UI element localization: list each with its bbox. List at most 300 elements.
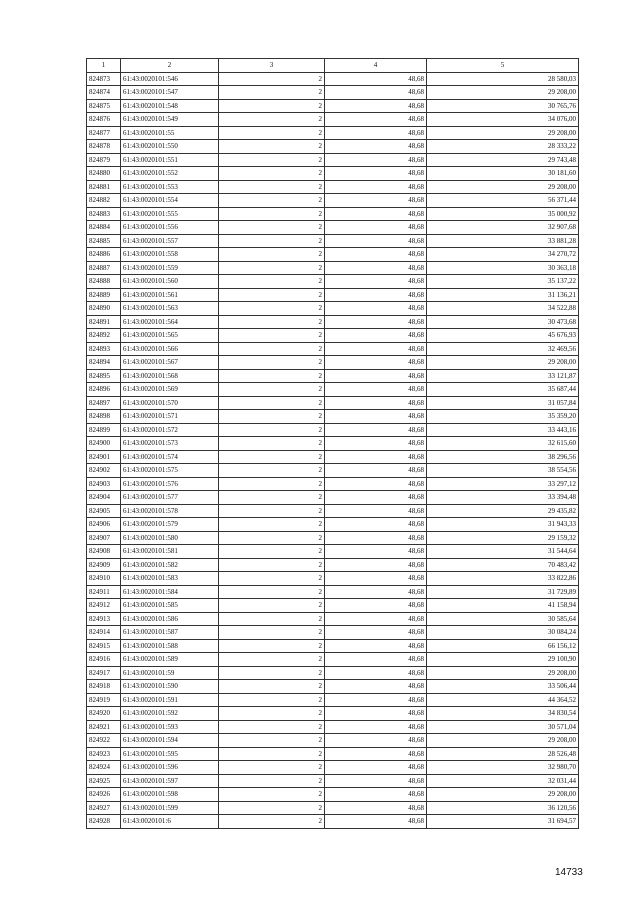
table-cell: 29 435,82 bbox=[427, 504, 579, 518]
table-cell: 48,68 bbox=[325, 531, 427, 545]
table-cell: 35 687,44 bbox=[427, 383, 579, 397]
table-cell: 824891 bbox=[87, 315, 121, 329]
table-cell: 61:43:0020101:589 bbox=[121, 653, 219, 667]
table-row bbox=[87, 329, 579, 343]
table-cell: 61:43:0020101:598 bbox=[121, 788, 219, 802]
table-row bbox=[87, 477, 579, 491]
table-cell: 2 bbox=[219, 693, 325, 707]
table-row bbox=[87, 423, 579, 437]
table-row bbox=[87, 680, 579, 694]
table-cell: 2 bbox=[219, 248, 325, 262]
table-cell: 2 bbox=[219, 261, 325, 275]
table-cell: 824903 bbox=[87, 477, 121, 491]
table-cell: 2 bbox=[219, 275, 325, 289]
table-cell: 2 bbox=[219, 801, 325, 815]
table-cell: 2 bbox=[219, 180, 325, 194]
table-cell: 824902 bbox=[87, 464, 121, 478]
table-cell: 824923 bbox=[87, 747, 121, 761]
table-cell: 2 bbox=[219, 356, 325, 370]
table-cell: 824876 bbox=[87, 113, 121, 127]
table-cell: 824914 bbox=[87, 626, 121, 640]
table-cell: 32 469,56 bbox=[427, 342, 579, 356]
table-cell: 48,68 bbox=[325, 315, 427, 329]
table-cell: 61:43:0020101:573 bbox=[121, 437, 219, 451]
table-cell: 61:43:0020101:547 bbox=[121, 86, 219, 100]
table-cell: 61:43:0020101:565 bbox=[121, 329, 219, 343]
table-cell: 2 bbox=[219, 99, 325, 113]
table-cell: 61:43:0020101:554 bbox=[121, 194, 219, 208]
table-cell: 824920 bbox=[87, 707, 121, 721]
table-row bbox=[87, 558, 579, 572]
table-cell: 61:43:0020101:569 bbox=[121, 383, 219, 397]
table-cell: 824906 bbox=[87, 518, 121, 532]
table-body bbox=[87, 72, 579, 828]
table-cell: 2 bbox=[219, 626, 325, 640]
table-row bbox=[87, 167, 579, 181]
table-cell: 48,68 bbox=[325, 504, 427, 518]
table-cell: 2 bbox=[219, 396, 325, 410]
column-header: 5 bbox=[427, 59, 579, 73]
table-cell: 61:43:0020101:570 bbox=[121, 396, 219, 410]
table-cell: 2 bbox=[219, 815, 325, 829]
table-cell: 2 bbox=[219, 450, 325, 464]
table-row bbox=[87, 707, 579, 721]
table-cell: 2 bbox=[219, 369, 325, 383]
table-cell: 61:43:0020101:593 bbox=[121, 720, 219, 734]
table-cell: 48,68 bbox=[325, 140, 427, 154]
table-cell: 824880 bbox=[87, 167, 121, 181]
table-cell: 29 208,00 bbox=[427, 734, 579, 748]
table-cell: 48,68 bbox=[325, 801, 427, 815]
table-row bbox=[87, 815, 579, 829]
table-cell: 61:43:0020101:571 bbox=[121, 410, 219, 424]
table-cell: 32 615,60 bbox=[427, 437, 579, 451]
table-cell: 824928 bbox=[87, 815, 121, 829]
table-cell: 824893 bbox=[87, 342, 121, 356]
table-row bbox=[87, 491, 579, 505]
table-cell: 31 694,57 bbox=[427, 815, 579, 829]
table-cell: 824909 bbox=[87, 558, 121, 572]
table-cell: 824895 bbox=[87, 369, 121, 383]
table-cell: 824912 bbox=[87, 599, 121, 613]
table-cell: 48,68 bbox=[325, 221, 427, 235]
table-cell: 48,68 bbox=[325, 167, 427, 181]
table-row bbox=[87, 248, 579, 262]
table-cell: 61:43:0020101:560 bbox=[121, 275, 219, 289]
table-cell: 824886 bbox=[87, 248, 121, 262]
table-cell: 61:43:0020101:591 bbox=[121, 693, 219, 707]
table-cell: 48,68 bbox=[325, 437, 427, 451]
table-cell: 61:43:0020101:555 bbox=[121, 207, 219, 221]
table-cell: 61:43:0020101:556 bbox=[121, 221, 219, 235]
table-cell: 61:43:0020101:546 bbox=[121, 72, 219, 86]
table-cell: 2 bbox=[219, 140, 325, 154]
table-cell: 824922 bbox=[87, 734, 121, 748]
table-cell: 824897 bbox=[87, 396, 121, 410]
table-cell: 34 076,00 bbox=[427, 113, 579, 127]
table-cell: 824926 bbox=[87, 788, 121, 802]
table-cell: 48,68 bbox=[325, 410, 427, 424]
table-cell: 2 bbox=[219, 167, 325, 181]
table-cell: 824916 bbox=[87, 653, 121, 667]
table-row bbox=[87, 801, 579, 815]
table-cell: 33 297,12 bbox=[427, 477, 579, 491]
table-cell: 48,68 bbox=[325, 788, 427, 802]
table-cell: 61:43:0020101:592 bbox=[121, 707, 219, 721]
table-row bbox=[87, 788, 579, 802]
table-cell: 824905 bbox=[87, 504, 121, 518]
table-cell: 2 bbox=[219, 585, 325, 599]
table-cell: 48,68 bbox=[325, 396, 427, 410]
table-row bbox=[87, 612, 579, 626]
table-cell: 2 bbox=[219, 788, 325, 802]
table-row bbox=[87, 207, 579, 221]
table-cell: 2 bbox=[219, 558, 325, 572]
table-cell: 61:43:0020101:558 bbox=[121, 248, 219, 262]
table-cell: 824890 bbox=[87, 302, 121, 316]
table-cell: 38 296,56 bbox=[427, 450, 579, 464]
column-header: 1 bbox=[87, 59, 121, 73]
table-cell: 61:43:0020101:568 bbox=[121, 369, 219, 383]
table-cell: 38 554,56 bbox=[427, 464, 579, 478]
table-cell: 48,68 bbox=[325, 72, 427, 86]
table-cell: 2 bbox=[219, 342, 325, 356]
table-cell: 824917 bbox=[87, 666, 121, 680]
table-row bbox=[87, 504, 579, 518]
table-cell: 48,68 bbox=[325, 288, 427, 302]
table-row bbox=[87, 626, 579, 640]
table-cell: 32 980,70 bbox=[427, 761, 579, 775]
table-cell: 2 bbox=[219, 302, 325, 316]
table-cell: 824921 bbox=[87, 720, 121, 734]
table-cell: 824875 bbox=[87, 99, 121, 113]
table-cell: 824900 bbox=[87, 437, 121, 451]
table-cell: 2 bbox=[219, 707, 325, 721]
table-cell: 48,68 bbox=[325, 585, 427, 599]
table-row bbox=[87, 666, 579, 680]
table-cell: 48,68 bbox=[325, 369, 427, 383]
table-cell: 48,68 bbox=[325, 774, 427, 788]
table-cell: 34 522,88 bbox=[427, 302, 579, 316]
table-cell: 48,68 bbox=[325, 86, 427, 100]
table-cell: 824899 bbox=[87, 423, 121, 437]
table-cell: 2 bbox=[219, 774, 325, 788]
table-cell: 61:43:0020101:580 bbox=[121, 531, 219, 545]
table-cell: 2 bbox=[219, 680, 325, 694]
table-cell: 61:43:0020101:587 bbox=[121, 626, 219, 640]
table-cell: 48,68 bbox=[325, 126, 427, 140]
table-row bbox=[87, 126, 579, 140]
table-cell: 824874 bbox=[87, 86, 121, 100]
table-row bbox=[87, 234, 579, 248]
table-cell: 824882 bbox=[87, 194, 121, 208]
table-cell: 31 136,21 bbox=[427, 288, 579, 302]
table-cell: 61:43:0020101:6 bbox=[121, 815, 219, 829]
table-cell: 61:43:0020101:577 bbox=[121, 491, 219, 505]
table-cell: 824883 bbox=[87, 207, 121, 221]
table-row bbox=[87, 518, 579, 532]
table-cell: 61:43:0020101:548 bbox=[121, 99, 219, 113]
table-cell: 61:43:0020101:596 bbox=[121, 761, 219, 775]
table-cell: 61:43:0020101:572 bbox=[121, 423, 219, 437]
table-cell: 61:43:0020101:564 bbox=[121, 315, 219, 329]
table-cell: 33 394,48 bbox=[427, 491, 579, 505]
table-row bbox=[87, 221, 579, 235]
table-cell: 2 bbox=[219, 612, 325, 626]
table-cell: 2 bbox=[219, 72, 325, 86]
table-cell: 824889 bbox=[87, 288, 121, 302]
table-cell: 61:43:0020101:579 bbox=[121, 518, 219, 532]
table-cell: 48,68 bbox=[325, 234, 427, 248]
table-cell: 48,68 bbox=[325, 423, 427, 437]
table-cell: 2 bbox=[219, 531, 325, 545]
table-row bbox=[87, 194, 579, 208]
table-cell: 35 000,92 bbox=[427, 207, 579, 221]
table-cell: 28 580,03 bbox=[427, 72, 579, 86]
table-row bbox=[87, 288, 579, 302]
table-cell: 2 bbox=[219, 734, 325, 748]
table-cell: 48,68 bbox=[325, 518, 427, 532]
table-cell: 34 830,54 bbox=[427, 707, 579, 721]
table-cell: 824901 bbox=[87, 450, 121, 464]
table-cell: 61:43:0020101:590 bbox=[121, 680, 219, 694]
table-cell: 30 181,60 bbox=[427, 167, 579, 181]
table-cell: 824927 bbox=[87, 801, 121, 815]
table-cell: 61:43:0020101:588 bbox=[121, 639, 219, 653]
table-row bbox=[87, 599, 579, 613]
page-number: 14733 bbox=[555, 867, 583, 878]
table-cell: 48,68 bbox=[325, 356, 427, 370]
table-row bbox=[87, 653, 579, 667]
table-row bbox=[87, 747, 579, 761]
table-cell: 48,68 bbox=[325, 180, 427, 194]
table-row bbox=[87, 639, 579, 653]
table-cell: 35 137,22 bbox=[427, 275, 579, 289]
table-cell: 2 bbox=[219, 329, 325, 343]
table-cell: 29 208,00 bbox=[427, 180, 579, 194]
table-row bbox=[87, 720, 579, 734]
table-cell: 48,68 bbox=[325, 113, 427, 127]
table-cell: 2 bbox=[219, 599, 325, 613]
table-row bbox=[87, 86, 579, 100]
table-cell: 28 526,48 bbox=[427, 747, 579, 761]
table-cell: 48,68 bbox=[325, 342, 427, 356]
table-cell: 2 bbox=[219, 194, 325, 208]
table-row bbox=[87, 464, 579, 478]
table-cell: 2 bbox=[219, 747, 325, 761]
table-row bbox=[87, 531, 579, 545]
table-cell: 824884 bbox=[87, 221, 121, 235]
table-cell: 61:43:0020101:597 bbox=[121, 774, 219, 788]
table-cell: 56 371,44 bbox=[427, 194, 579, 208]
table-cell: 33 822,86 bbox=[427, 572, 579, 586]
table-cell: 48,68 bbox=[325, 680, 427, 694]
table-cell: 33 881,28 bbox=[427, 234, 579, 248]
table-cell: 66 156,12 bbox=[427, 639, 579, 653]
table-cell: 30 765,76 bbox=[427, 99, 579, 113]
table-cell: 29 743,48 bbox=[427, 153, 579, 167]
table-cell: 61:43:0020101:578 bbox=[121, 504, 219, 518]
table-cell: 61:43:0020101:552 bbox=[121, 167, 219, 181]
table-row bbox=[87, 774, 579, 788]
table-row bbox=[87, 383, 579, 397]
table-cell: 2 bbox=[219, 464, 325, 478]
table-cell: 48,68 bbox=[325, 99, 427, 113]
table-row bbox=[87, 369, 579, 383]
table-cell: 30 363,18 bbox=[427, 261, 579, 275]
table-row bbox=[87, 437, 579, 451]
table-cell: 2 bbox=[219, 572, 325, 586]
table-cell: 2 bbox=[219, 234, 325, 248]
table-cell: 2 bbox=[219, 653, 325, 667]
table-cell: 61:43:0020101:575 bbox=[121, 464, 219, 478]
table-cell: 61:43:0020101:585 bbox=[121, 599, 219, 613]
table-cell: 61:43:0020101:549 bbox=[121, 113, 219, 127]
table-cell: 61:43:0020101:557 bbox=[121, 234, 219, 248]
table-cell: 2 bbox=[219, 666, 325, 680]
table-row bbox=[87, 585, 579, 599]
table-cell: 61:43:0020101:566 bbox=[121, 342, 219, 356]
table-cell: 2 bbox=[219, 720, 325, 734]
table-cell: 48,68 bbox=[325, 450, 427, 464]
table-cell: 48,68 bbox=[325, 207, 427, 221]
table-cell: 2 bbox=[219, 437, 325, 451]
table-cell: 29 208,00 bbox=[427, 788, 579, 802]
table-cell: 61:43:0020101:551 bbox=[121, 153, 219, 167]
table-cell: 48,68 bbox=[325, 612, 427, 626]
table-row bbox=[87, 153, 579, 167]
table-cell: 824911 bbox=[87, 585, 121, 599]
table-cell: 48,68 bbox=[325, 194, 427, 208]
table-cell: 824879 bbox=[87, 153, 121, 167]
table-cell: 35 359,20 bbox=[427, 410, 579, 424]
table-cell: 48,68 bbox=[325, 464, 427, 478]
table-cell: 824878 bbox=[87, 140, 121, 154]
table-cell: 824881 bbox=[87, 180, 121, 194]
table-cell: 48,68 bbox=[325, 261, 427, 275]
table-cell: 32 031,44 bbox=[427, 774, 579, 788]
header-row bbox=[87, 59, 579, 73]
table-cell: 33 506,44 bbox=[427, 680, 579, 694]
table-cell: 36 120,56 bbox=[427, 801, 579, 815]
table-cell: 61:43:0020101:563 bbox=[121, 302, 219, 316]
table-cell: 2 bbox=[219, 423, 325, 437]
table-row bbox=[87, 545, 579, 559]
table-cell: 61:43:0020101:59 bbox=[121, 666, 219, 680]
table-cell: 48,68 bbox=[325, 248, 427, 262]
table-cell: 824908 bbox=[87, 545, 121, 559]
table-cell: 61:43:0020101:550 bbox=[121, 140, 219, 154]
table-row bbox=[87, 410, 579, 424]
table-row bbox=[87, 140, 579, 154]
table-row bbox=[87, 734, 579, 748]
table-cell: 824924 bbox=[87, 761, 121, 775]
table-cell: 824918 bbox=[87, 680, 121, 694]
table-cell: 48,68 bbox=[325, 734, 427, 748]
table-cell: 2 bbox=[219, 491, 325, 505]
table-cell: 48,68 bbox=[325, 761, 427, 775]
table-cell: 61:43:0020101:553 bbox=[121, 180, 219, 194]
table-cell: 48,68 bbox=[325, 572, 427, 586]
table-cell: 29 208,00 bbox=[427, 126, 579, 140]
table-cell: 2 bbox=[219, 126, 325, 140]
table-cell: 48,68 bbox=[325, 545, 427, 559]
table-cell: 2 bbox=[219, 153, 325, 167]
table-row bbox=[87, 261, 579, 275]
table-row bbox=[87, 356, 579, 370]
table-cell: 61:43:0020101:561 bbox=[121, 288, 219, 302]
table-row bbox=[87, 693, 579, 707]
table-cell: 61:43:0020101:584 bbox=[121, 585, 219, 599]
table-cell: 31 057,84 bbox=[427, 396, 579, 410]
table-cell: 2 bbox=[219, 86, 325, 100]
table-row bbox=[87, 302, 579, 316]
table-cell: 48,68 bbox=[325, 558, 427, 572]
table-cell: 2 bbox=[219, 545, 325, 559]
cadastral-table bbox=[86, 58, 579, 829]
table-row bbox=[87, 572, 579, 586]
table-cell: 30 084,24 bbox=[427, 626, 579, 640]
table-cell: 824915 bbox=[87, 639, 121, 653]
table-cell: 34 270,72 bbox=[427, 248, 579, 262]
table-cell: 824913 bbox=[87, 612, 121, 626]
table-cell: 29 208,00 bbox=[427, 356, 579, 370]
table-cell: 2 bbox=[219, 477, 325, 491]
table-cell: 48,68 bbox=[325, 707, 427, 721]
table-cell: 824877 bbox=[87, 126, 121, 140]
table-cell: 61:43:0020101:55 bbox=[121, 126, 219, 140]
table-cell: 31 729,89 bbox=[427, 585, 579, 599]
table-cell: 48,68 bbox=[325, 153, 427, 167]
table-cell: 2 bbox=[219, 113, 325, 127]
table-row bbox=[87, 396, 579, 410]
table-cell: 48,68 bbox=[325, 275, 427, 289]
table-cell: 824919 bbox=[87, 693, 121, 707]
table-cell: 48,68 bbox=[325, 599, 427, 613]
table-cell: 48,68 bbox=[325, 720, 427, 734]
table-cell: 2 bbox=[219, 504, 325, 518]
table-cell: 824873 bbox=[87, 72, 121, 86]
table-cell: 48,68 bbox=[325, 815, 427, 829]
table-cell: 48,68 bbox=[325, 383, 427, 397]
table-cell: 824894 bbox=[87, 356, 121, 370]
table-cell: 48,68 bbox=[325, 626, 427, 640]
table-cell: 33 121,87 bbox=[427, 369, 579, 383]
table-cell: 61:43:0020101:574 bbox=[121, 450, 219, 464]
table-row bbox=[87, 315, 579, 329]
table-row bbox=[87, 99, 579, 113]
table-cell: 61:43:0020101:594 bbox=[121, 734, 219, 748]
table-cell: 41 158,94 bbox=[427, 599, 579, 613]
table-cell: 48,68 bbox=[325, 491, 427, 505]
table-cell: 2 bbox=[219, 410, 325, 424]
table-cell: 2 bbox=[219, 315, 325, 329]
table-cell: 2 bbox=[219, 383, 325, 397]
table-cell: 824888 bbox=[87, 275, 121, 289]
table-cell: 48,68 bbox=[325, 747, 427, 761]
table-cell: 44 364,52 bbox=[427, 693, 579, 707]
table-cell: 31 544,64 bbox=[427, 545, 579, 559]
table-cell: 61:43:0020101:559 bbox=[121, 261, 219, 275]
table-cell: 48,68 bbox=[325, 693, 427, 707]
table-cell: 30 473,68 bbox=[427, 315, 579, 329]
column-header: 4 bbox=[325, 59, 427, 73]
table-cell: 824887 bbox=[87, 261, 121, 275]
table-cell: 61:43:0020101:583 bbox=[121, 572, 219, 586]
table-cell: 61:43:0020101:595 bbox=[121, 747, 219, 761]
table-cell: 48,68 bbox=[325, 653, 427, 667]
table-cell: 824907 bbox=[87, 531, 121, 545]
